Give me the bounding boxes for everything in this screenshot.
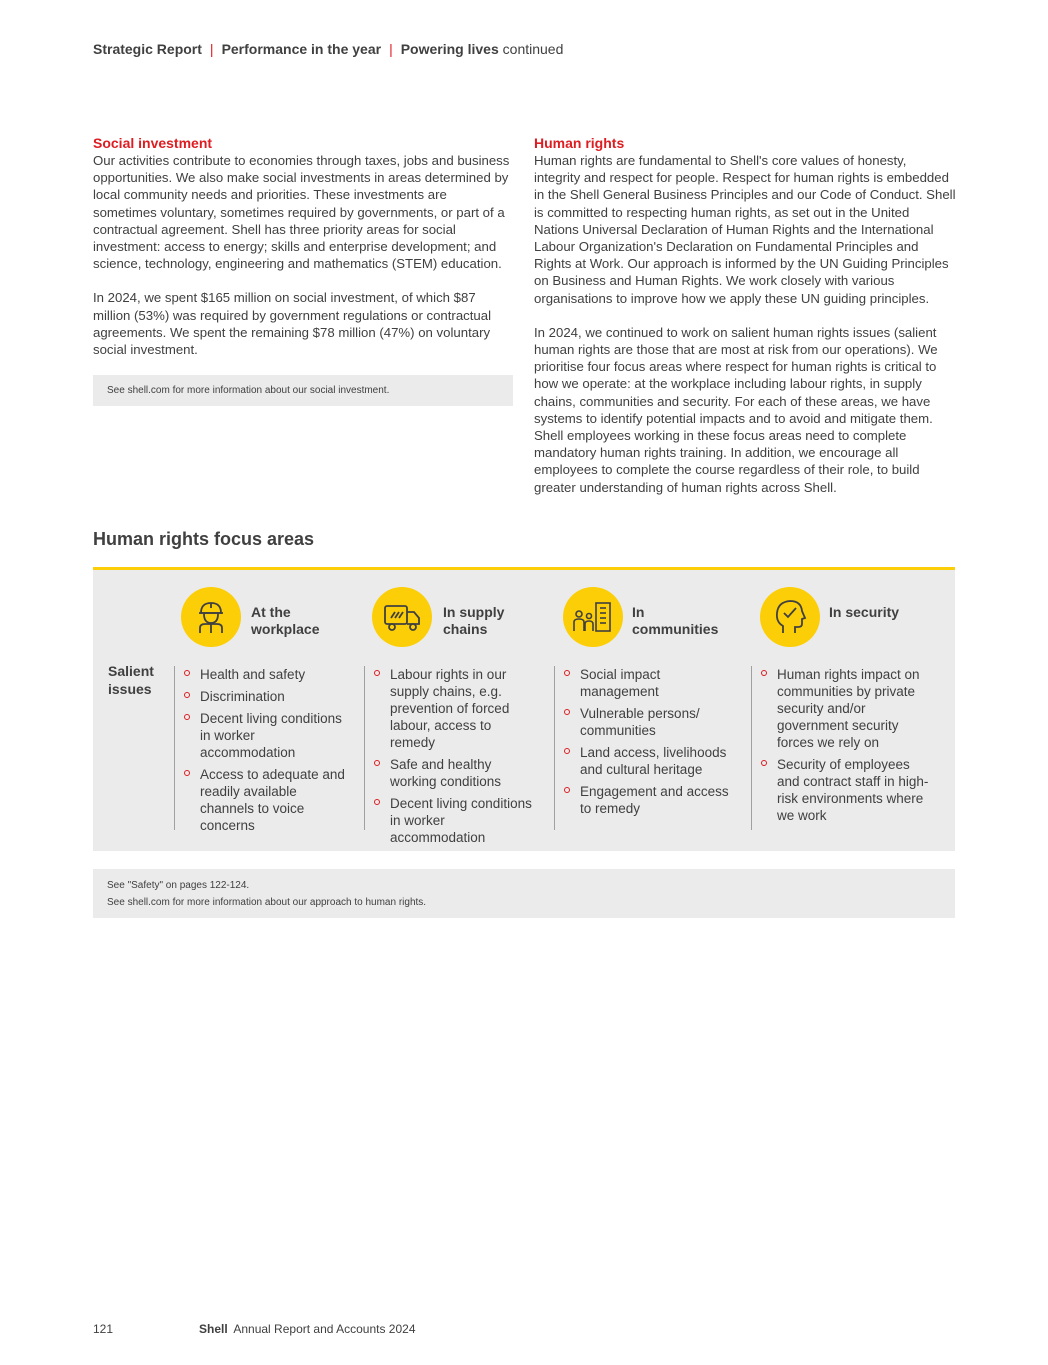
- breadcrumb-continued: continued: [502, 41, 564, 57]
- references-box: [93, 869, 955, 918]
- issues-list-supply-chains: [364, 666, 539, 845]
- community-people-icon: [563, 587, 623, 647]
- breadcrumb-performance: Performance in the year: [221, 41, 382, 57]
- area-title-supply-chains: In supply chains: [443, 604, 505, 637]
- reference-safety: See "Safety" on pages 122-124.: [107, 880, 250, 891]
- focus-areas-title: Human rights focus areas: [93, 529, 315, 549]
- human-rights-title: Human rights: [534, 135, 625, 151]
- page-header: [93, 41, 563, 57]
- list-item: Vulnerable persons/ communities: [564, 705, 734, 739]
- brand-name: Shell: [199, 1322, 228, 1336]
- area-title-security: In security: [829, 604, 900, 620]
- list-item: Labour rights in our supply chains, e.g. prevention of forced labour, access to remedy: [374, 666, 539, 751]
- list-item: Access to adequate and readily available channels to voice concerns: [184, 766, 349, 834]
- social-investment-section: [93, 134, 513, 406]
- page-footer: [93, 1322, 416, 1336]
- breadcrumb-separator: |: [209, 41, 214, 57]
- area-title-communities: In communities: [632, 604, 719, 637]
- social-investment-title: Social investment: [93, 135, 213, 151]
- list-item: Decent living conditions in worker accommodation: [374, 795, 539, 846]
- list-item: Health and safety: [184, 666, 349, 683]
- social-investment-paragraph-1: Our activities contribute to economies through taxes, jobs and business opportunities. We also make social investments in areas determined by local community needs and priorities. These investments are sometimes voluntary, sometimes required by governments, or part of a contractual agreement. Shell has three priority areas for social investment: access to energy; skills and enterprise development; and science, technology, engineering and mathematics (STEM) education.: [93, 153, 510, 272]
- breadcrumb-strategic-report: Strategic Report: [93, 41, 202, 57]
- social-investment-paragraph-2: In 2024, we spent $165 million on social investment, of which $87 million (53%) was required by government regulations or contractual agreements. We spent the remaining $78 million (47%) on voluntary social investment.: [93, 290, 492, 358]
- list-item: Land access, livelihoods and cultural heritage: [564, 744, 734, 778]
- head-checkmark-icon: [760, 587, 820, 647]
- publication-name: Annual Report and Accounts 2024: [233, 1322, 416, 1336]
- human-rights-paragraph-1: Human rights are fundamental to Shell's core values of honesty, integrity and respect for people. Respect for human rights is embedded in the Shell General Business Principles and our Code of Conduct. Shell is committed to respecting human rights, as set out in the United Nations Universal Declaration of Human Rights and the International Labour Organization's Declaration on Fundamental Principles and Rights at Work. Our approach is informed by the UN Guiding Principles on Business and Human Rights. We work closely with various organisations to improve how we apply these UN guiding principles.: [534, 153, 956, 306]
- page-number: 121: [93, 1322, 114, 1336]
- breadcrumb-separator: |: [389, 41, 393, 57]
- human-rights-section: [534, 134, 956, 513]
- hard-hat-worker-icon: [181, 587, 241, 647]
- breadcrumb-powering-lives: Powering lives: [400, 41, 499, 57]
- list-item: Human rights impact on communities by private security and/or government security forces we rely on: [761, 666, 936, 751]
- issues-list-workplace: [174, 666, 349, 833]
- area-title-workplace: At the workplace: [251, 604, 320, 637]
- list-item: Security of employees and contract staff in high-risk environments where we work: [761, 756, 936, 824]
- delivery-truck-icon: [372, 587, 432, 647]
- publication-title: [199, 1322, 416, 1336]
- issues-list-communities: [554, 666, 734, 830]
- list-item: Engagement and access to remedy: [564, 783, 734, 817]
- reference-human-rights: See shell.com for more information about our approach to human rights.: [107, 897, 427, 908]
- list-item: Social impact management: [564, 666, 734, 700]
- salient-issues-label: Salient issues: [108, 663, 154, 697]
- list-item: Safe and healthy working conditions: [374, 756, 539, 790]
- issues-list-security: [751, 666, 936, 830]
- list-item: Decent living conditions in worker accommodation: [184, 710, 349, 761]
- focus-areas-panel: [93, 567, 955, 851]
- social-investment-note: See shell.com for more information about our social investment.: [93, 375, 513, 406]
- human-rights-paragraph-2: In 2024, we continued to work on salient human rights issues (salient human rights are those that are most at risk from our operations). We prioritise four focus areas where respect for human rights is critical to how we operate: at the workplace including labour rights, in supply chains, communities and security. For each of these areas, we have systems to identify potential impacts and to avoid and mitigate them. Shell employees working in these focus areas need to complete mandatory human rights training. In addition, we encourage all employees to complete the course regardless of their role, to build greater understanding of human rights across Shell.: [534, 324, 938, 495]
- list-item: Discrimination: [184, 688, 349, 705]
